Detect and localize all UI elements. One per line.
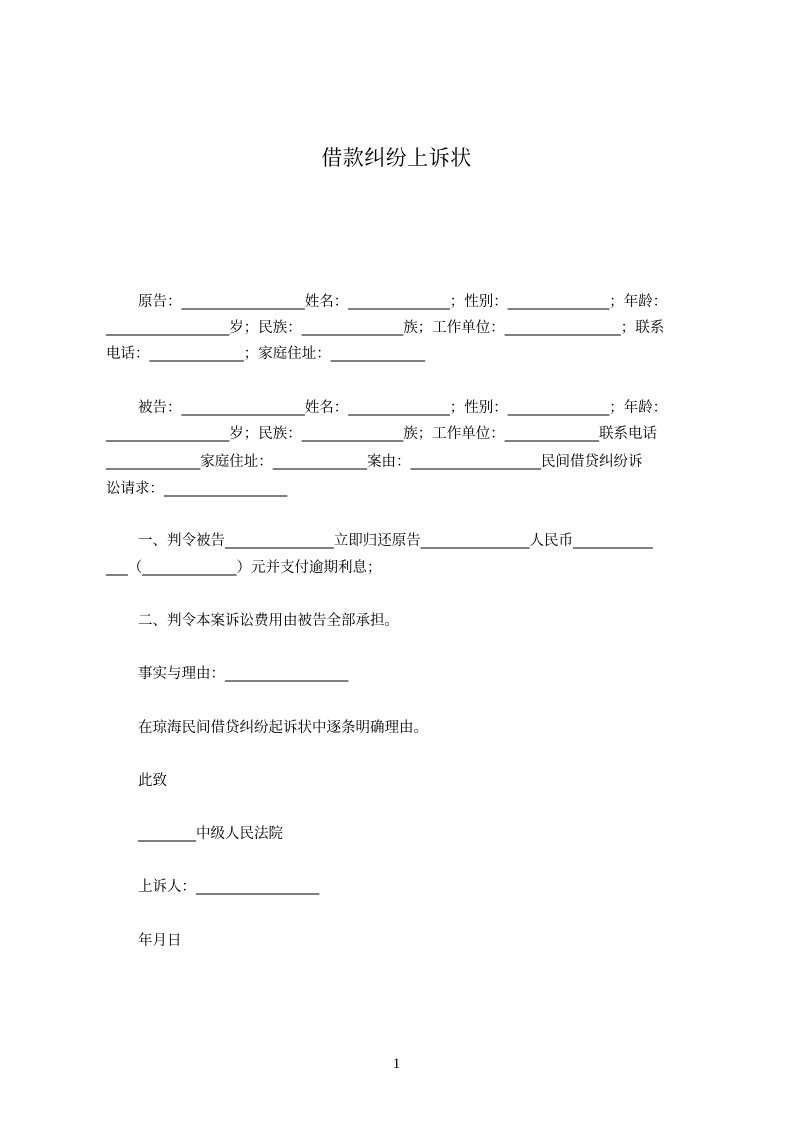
claims-heading: 讼请求：_________________ (106, 481, 288, 497)
claim-1-line-2: ___（_____________）元并支付逾期利息； (106, 560, 382, 576)
claim-1-line-1: 一、判令被告_______________立即归还原告_______________人民币___________ (138, 533, 653, 549)
appellant-signature: 上诉人：_________________ (138, 879, 320, 895)
plaintiff-line-2: _________________岁；民族：______________族；工作单位：________________；联系 (106, 320, 665, 336)
claim-2: 二、判令本案诉讼费用由被告全部承担。 (138, 613, 399, 629)
defendant-line-3: _____________家庭住址：_____________案由：__________________民间借贷纠纷诉 (106, 454, 643, 470)
defendant-line-2: _________________岁；民族：______________族；工作单位：_____________联系电话 (106, 426, 657, 442)
reasons-text: 在琼海民间借贷纠纷起诉状中逐条明确理由。 (138, 720, 428, 736)
salutation: 此致 (138, 773, 167, 789)
defendant-line-1: 被告：_________________姓名：______________；性别：______________；年龄： (138, 400, 668, 416)
date-line: 年月日 (138, 933, 182, 949)
plaintiff-line-1: 原告：_________________姓名：______________；性别：______________；年龄： (138, 294, 668, 310)
page-number: 1 (392, 1056, 401, 1072)
document-title: 借款纠纷上诉状 (321, 146, 472, 170)
court-name: ________中级人民法院 (138, 826, 283, 842)
facts-and-reasons: 事实与理由：_________________ (138, 666, 349, 682)
plaintiff-line-3: 电话：_____________；家庭住址：_____________ (106, 346, 425, 362)
